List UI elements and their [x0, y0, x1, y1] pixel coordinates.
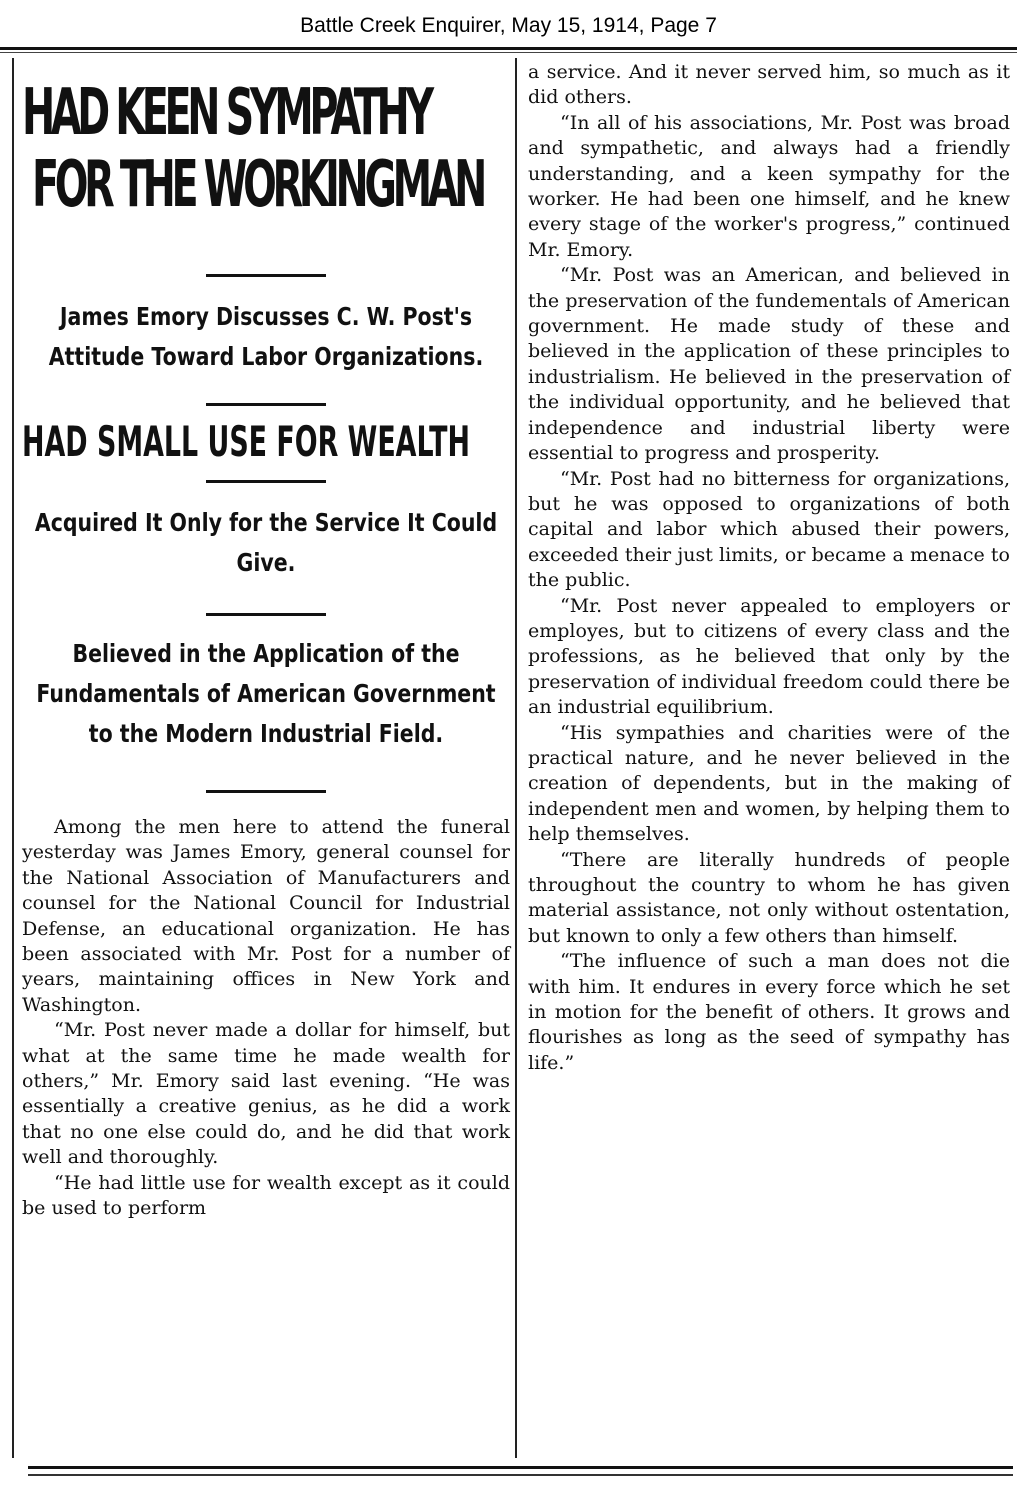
article-body-left	[22, 815, 510, 1222]
column-divider	[515, 58, 517, 1458]
left-column-border	[12, 58, 14, 1458]
right-column	[528, 60, 1010, 1076]
paragraph: “Mr. Post never made a dollar for himself, but what at the same time he made wealth for others,” Mr. Emory said last evening. “He was essentially a creative genius, as he did a work that no one else could do, and he did that work well and thoroughly.	[22, 1019, 510, 1169]
headline-line-2: FOR THE WORKINGMAN	[32, 148, 484, 222]
paragraph: “There are literally hundreds of people throughout the country to whom he has given material assistance, not only without ostentation, but known to only a few others than himself.	[528, 848, 1010, 947]
page-caption: Battle Creek Enquirer, May 15, 1914, Page 7	[300, 14, 717, 37]
paragraph: Among the men here to attend the funeral yesterday was James Emory, general counsel for the National Association of Manufacturers and counsel for the National Council for Industrial Defense, an educational organization. He has been associated with Mr. Post for a number of years, maintaining offices in New York and Washington.	[22, 816, 510, 1016]
bottom-rule	[28, 1466, 1013, 1469]
paragraph: “Mr. Post never appealed to employers or employes, but to citizens of every class and the professions, as he believed that only by the preservation of individual freedom could there be an industrial equilibrium.	[528, 594, 1010, 719]
paragraph: “Mr. Post had no bitterness for organizations, but he was opposed to organizations of both capital and labor which abused their powers, exceeded their just limits, or became a menace to the public.	[528, 467, 1010, 592]
deck-2: Acquired It Only for the Service It Could Give.	[34, 508, 498, 577]
article-body-right	[528, 60, 1010, 1076]
deck-3: Believed in the Application of the Fundamentals of American Government to the Modern Industrial Field.	[36, 639, 496, 748]
paragraph: “His sympathies and charities were of the practical nature, and he never believed in the creation of dependents, but in the making of independent men and women, by helping them to help themselves.	[528, 721, 1010, 846]
top-rule	[0, 47, 1017, 50]
paragraph: “Mr. Post was an American, and believed in the preservation of the fundementals of American government. He made study of these and believed in the application of these principles to industrialism. He believed in the preservation of the individual opportunity, and he believed that independence and industrial liberty were essential to progress and prosperity.	[528, 264, 1010, 465]
paragraph: a service. And it never served him, so much as it did others.	[528, 61, 1010, 109]
paragraph: “In all of his associations, Mr. Post was broad and sympathetic, and always had a friendly understanding, and a keen sympathy for the worker. He had been one himself, and he knew every stage of the worker's progress,” continued Mr. Emory.	[528, 111, 1010, 261]
bottom-rule-thin	[28, 1474, 1013, 1476]
left-column	[22, 60, 510, 1222]
paragraph: “He had little use for wealth except as it could be used to perform	[22, 1171, 510, 1220]
top-rule-thin	[0, 52, 1017, 53]
paragraph: “The influence of such a man does not die with him. It endures in every force which he set in motion for the benefit of others. It grows and flourishes as long as the seed of sympathy has life.”	[528, 950, 1010, 1074]
subheadline: HAD SMALL USE FOR WEALTH	[22, 417, 470, 466]
deck-1: James Emory Discusses C. W. Post's Attitude Toward Labor Organizations.	[48, 302, 484, 371]
headline-line-1: HAD KEEN SYMPATHY	[22, 76, 430, 150]
